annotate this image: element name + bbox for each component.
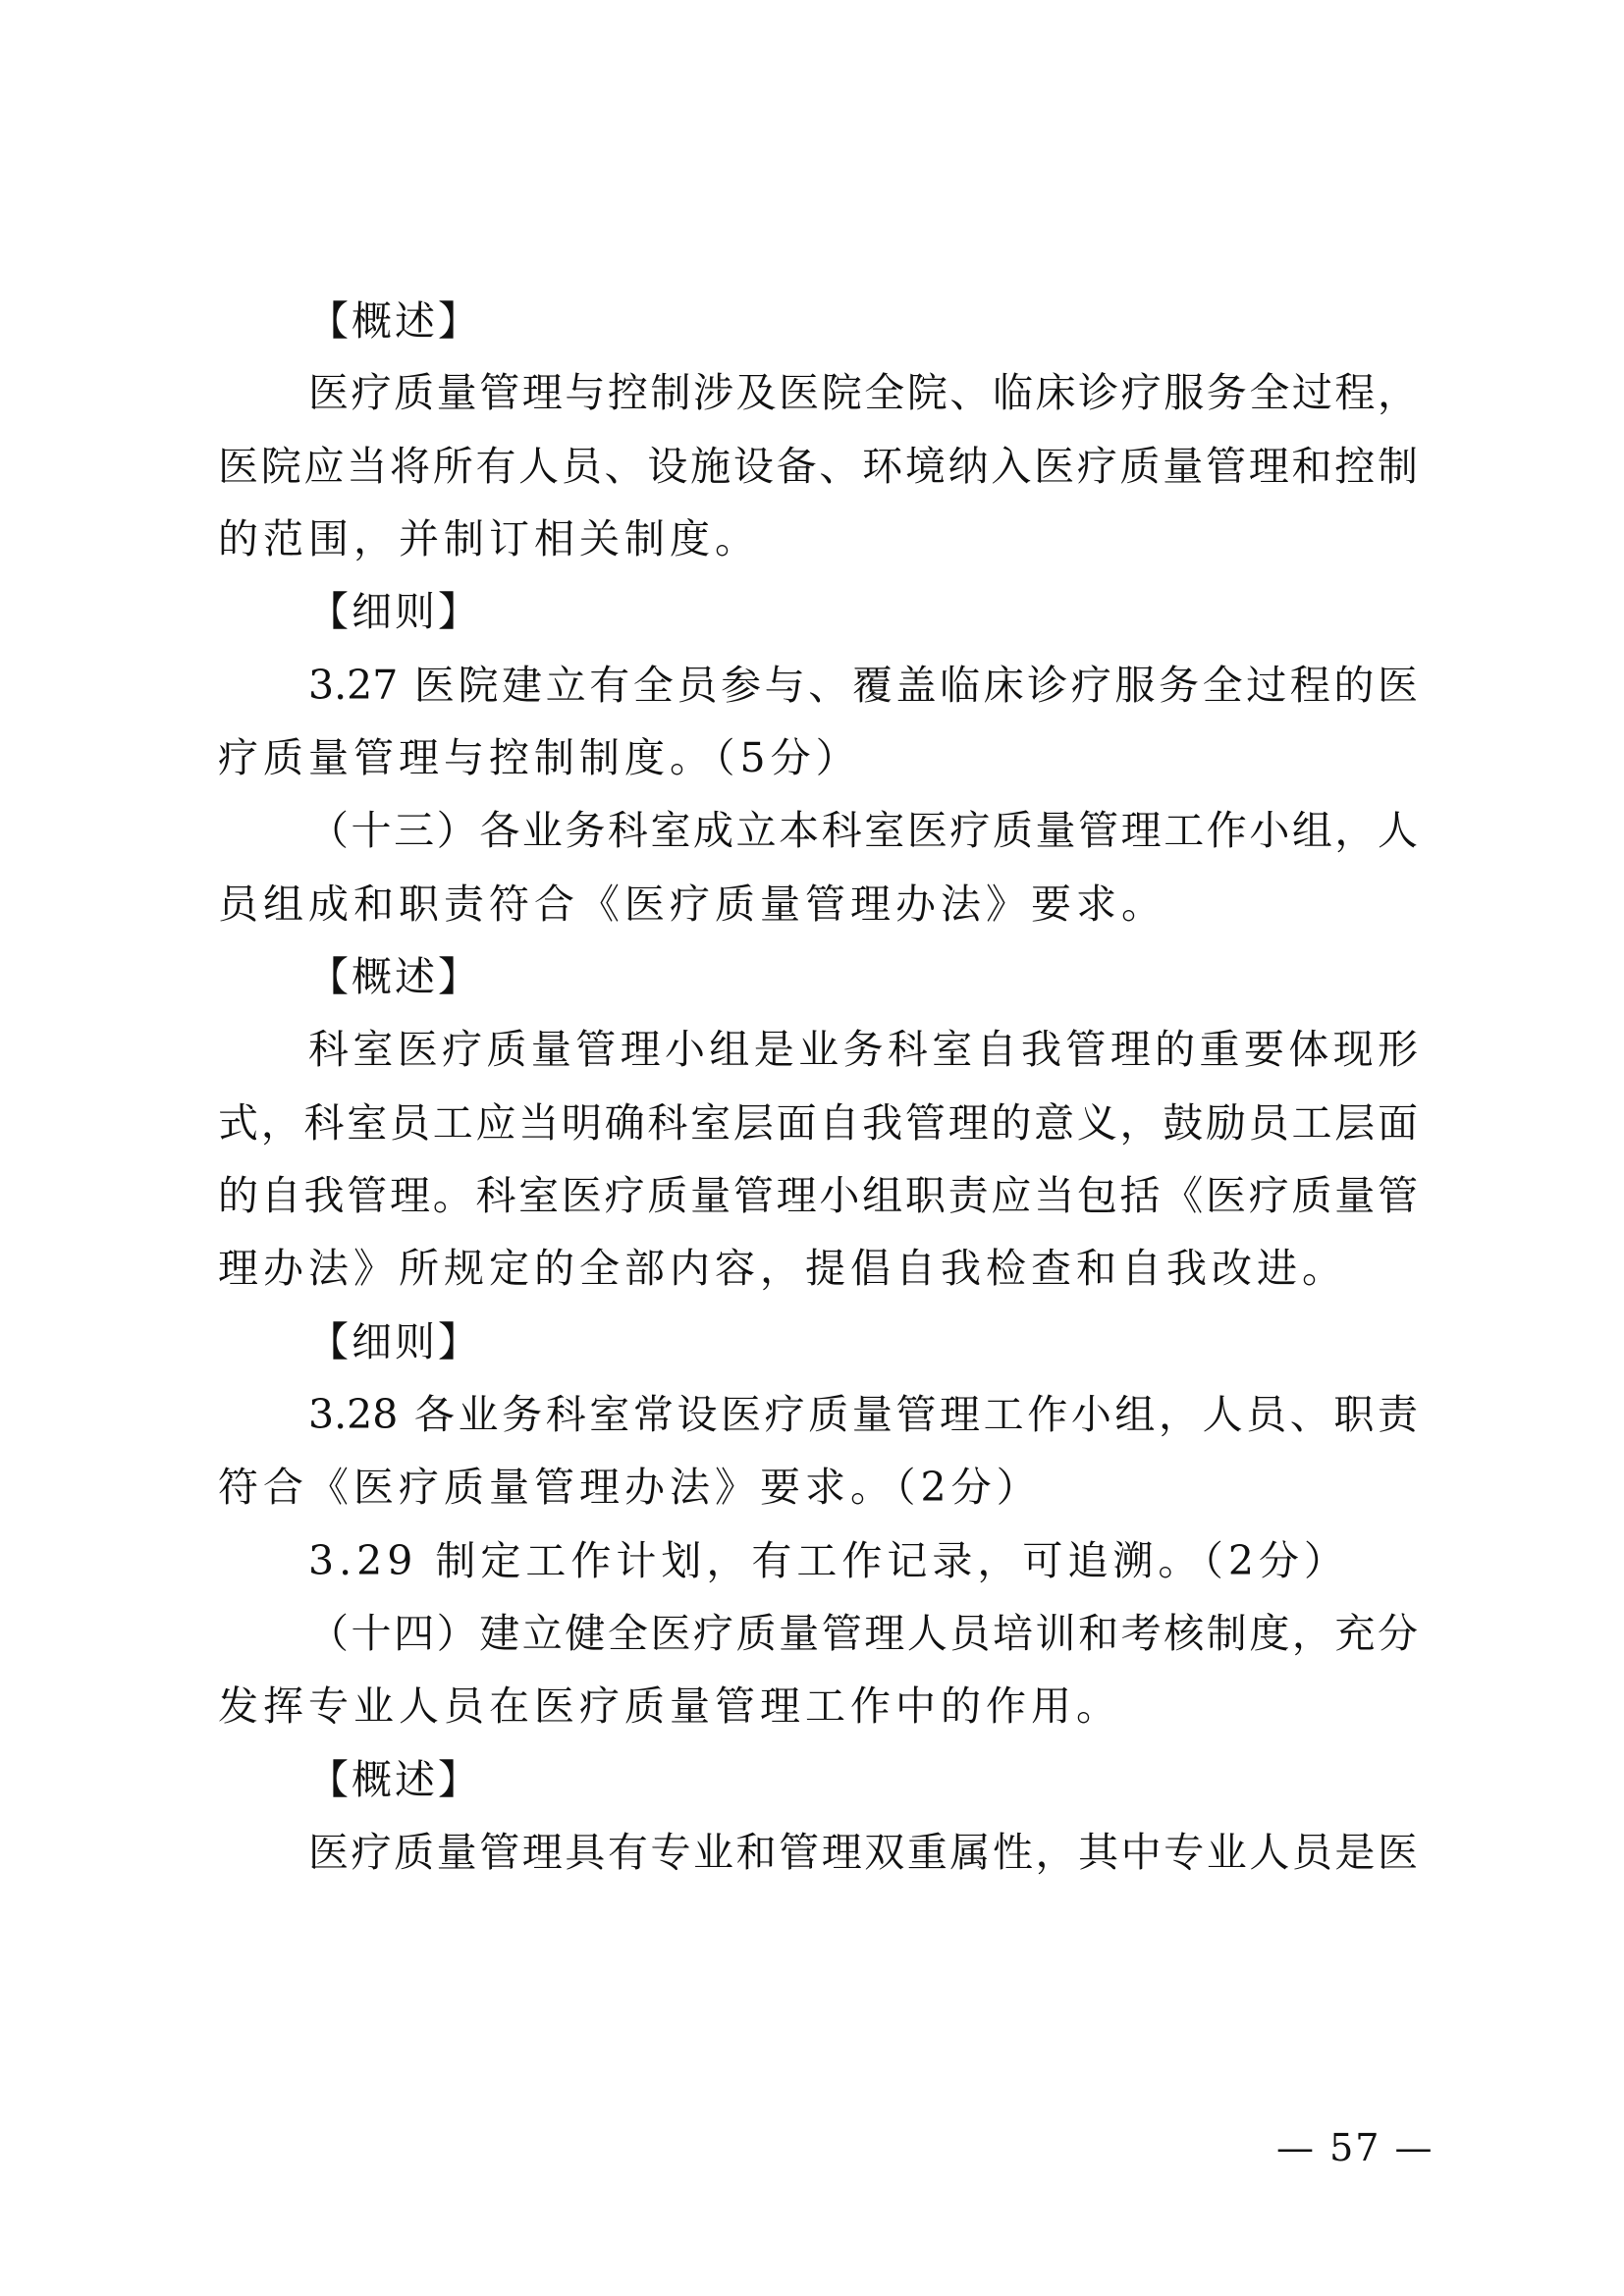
paragraph-line: 式，科室员工应当明确科室层面自我管理的意义，鼓励员工层面 [218,1099,1418,1147]
paragraph-line: 3.29 制定工作计划，有工作记录，可追溯。（2分） [308,1537,1349,1584]
paragraph-line: 医疗质量管理与控制涉及医院全院、临床诊疗服务全过程， [308,369,1418,416]
paragraph-line: 科室医疗质量管理小组是业务科室自我管理的重要体现形 [308,1026,1418,1073]
paragraph-line: 符合《医疗质量管理办法》要求。（2分） [218,1464,1042,1511]
paragraph-line: 医院应当将所有人员、设施设备、环境纳入医疗质量管理和控制 [218,443,1418,490]
page-number: — 57 — [1276,2126,1435,2169]
paragraph-line: 的范围，并制订相关制度。 [218,515,760,562]
paragraph-line: 3.27 医院建立有全员参与、覆盖临床诊疗服务全过程的医 [308,662,1418,709]
paragraph-line: 理办法》所规定的全部内容，提倡自我检查和自我改进。 [218,1245,1347,1292]
paragraph-line: 医疗质量管理具有专业和管理双重属性，其中专业人员是医 [308,1829,1418,1876]
paragraph-line: 的自我管理。科室医疗质量管理小组职责应当包括《医疗质量管 [218,1172,1418,1219]
paragraph-line: 发挥专业人员在医疗质量管理工作中的作用。 [218,1682,1121,1730]
paragraph-line: 疗质量管理与控制制度。（5分） [218,734,861,781]
section-heading-overview: 【概述】 [308,1756,481,1803]
section-heading-details: 【细则】 [308,1318,481,1365]
section-heading-overview: 【概述】 [308,953,481,1000]
paragraph-line: 3.28 各业务科室常设医疗质量管理工作小组，人员、职责 [308,1391,1418,1438]
section-heading-details: 【细则】 [308,588,481,635]
paragraph-line: 员组成和职责符合《医疗质量管理办法》要求。 [218,881,1166,928]
paragraph-line: （十三）各业务科室成立本科室医疗质量管理工作小组，人 [308,807,1418,854]
paragraph-line: （十四）建立健全医疗质量管理人员培训和考核制度，充分 [308,1610,1418,1657]
section-heading-overview: 【概述】 [308,297,481,345]
